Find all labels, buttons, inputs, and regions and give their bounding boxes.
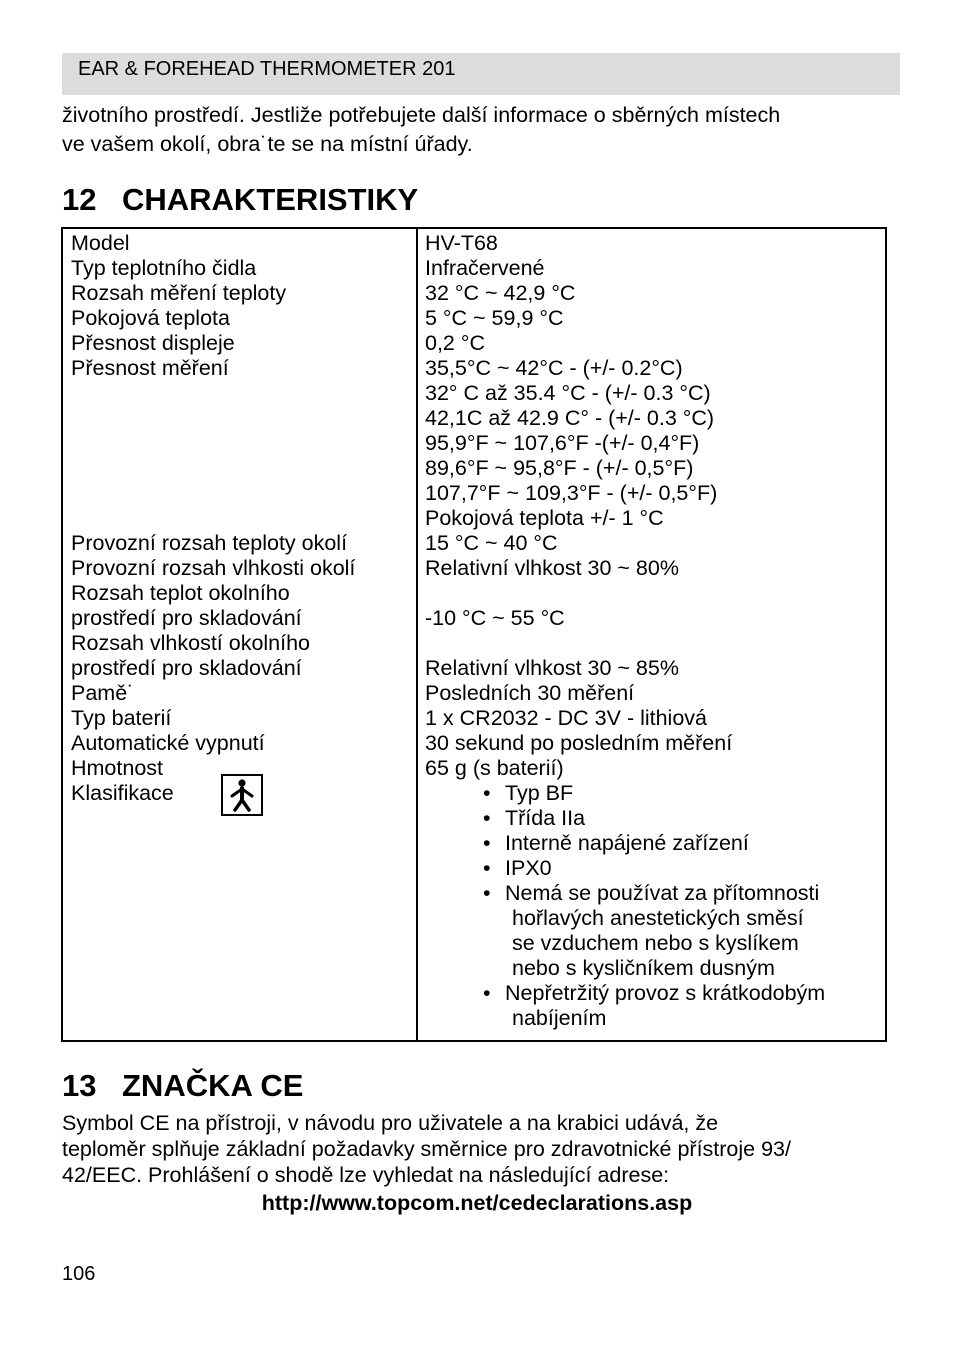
- running-header: EAR & FOREHEAD THERMOMETER 201: [78, 58, 456, 80]
- classification-bullet: • Interně napájené zařízení: [425, 831, 883, 856]
- spec-value: Pokojová teplota +/- 1 °C: [425, 506, 664, 530]
- spec-value: -10 °C ~ 55 °C: [425, 606, 565, 630]
- classification-bullet-continuation: nabíjením: [512, 1006, 607, 1030]
- spec-label: Provozní rozsah vlhkosti okolí: [71, 556, 356, 580]
- spec-value: 5 °C ~ 59,9 °C: [425, 306, 564, 330]
- spec-label: prostředí pro skladování: [71, 606, 302, 630]
- spec-value: 30 sekund po posledním měření: [425, 731, 733, 755]
- classification-bullet: • Nepřetržitý provoz s krátkodobým: [425, 981, 883, 1006]
- spec-label: Rozsah teplot okolního: [71, 581, 290, 605]
- spec-label: Rozsah vlhkostí okolního: [71, 631, 311, 655]
- spec-value: Relativní vlhkost 30 ~ 80%: [425, 556, 679, 580]
- ce-line: teploměr splňuje základní požadavky směrnice pro zdravotnické přístroje 93/: [62, 1137, 791, 1161]
- classification-bullet-continuation: nebo s kysličníkem dusným: [512, 956, 775, 980]
- spec-value: 89,6°F ~ 95,8°F - (+/- 0,5°F): [425, 456, 694, 480]
- spec-value: 15 °C ~ 40 °C: [425, 531, 558, 555]
- declaration-url: http://www.topcom.net/cedeclarations.asp: [261, 1191, 693, 1215]
- spec-label: Klasifikace: [71, 781, 174, 805]
- classification-bullet: • Třída IIa: [425, 806, 883, 831]
- column-divider: [416, 229, 418, 1040]
- spec-value: 32° C až 35.4 °C - (+/- 0.3 °C): [425, 381, 711, 405]
- classification-bullet-continuation: se vzduchem nebo s kyslíkem: [512, 931, 799, 955]
- classification-bullet: • Typ BF: [425, 781, 883, 806]
- header-band: [62, 53, 900, 95]
- classification-bullet-continuation: hořlavých anestetických směsí: [512, 906, 804, 930]
- spec-value: 107,7°F ~ 109,3°F - (+/- 0,5°F): [425, 481, 718, 505]
- spec-label: Přesnost displeje: [71, 331, 235, 355]
- intro-paragraph: [62, 101, 912, 159]
- spec-label: Hmotnost: [71, 756, 164, 780]
- section-heading-characteristics: [62, 182, 418, 218]
- spec-label: Rozsah měření teploty: [71, 281, 287, 305]
- classification-bullet: • Nemá se používat za přítomnosti: [425, 881, 883, 906]
- section-heading-ce-mark: [62, 1068, 303, 1104]
- intro-line: ve vašem okolí, obra˙te se na místní úřady.: [62, 132, 473, 156]
- spec-label: Pamě˙: [71, 681, 135, 705]
- spec-value: Infračervené: [425, 256, 545, 280]
- section-title: ZNAČKA CE: [122, 1068, 304, 1103]
- ce-line: 42/EEC. Prohlášení o shodě lze vyhledat na následující adrese:: [62, 1163, 670, 1187]
- spec-value: 42,1C až 42.9 C° - (+/- 0.3 °C): [425, 406, 715, 430]
- classification-bullet: • IPX0: [425, 856, 883, 881]
- spec-value: 95,9°F ~ 107,6°F -(+/- 0,4°F): [425, 431, 700, 455]
- spec-label: Automatické vypnutí: [71, 731, 265, 755]
- section-number: 13: [62, 1068, 97, 1103]
- section-number: 12: [62, 182, 97, 217]
- section-title: CHARAKTERISTIKY: [122, 182, 419, 217]
- spec-label: Typ teplotního čidla: [71, 256, 257, 280]
- spec-labels-column: [71, 231, 411, 806]
- spec-label: Model: [71, 231, 130, 255]
- spec-label: Pokojová teplota: [71, 306, 230, 330]
- spec-value: 1 x CR2032 - DC 3V - lithiová: [425, 706, 707, 730]
- spec-value: 65 g (s baterií): [425, 756, 564, 780]
- spec-label: Přesnost měření: [71, 356, 229, 380]
- spec-values-column: [425, 231, 883, 1031]
- ce-paragraph: [62, 1110, 922, 1188]
- page-number: 106: [62, 1263, 96, 1285]
- ce-line: Symbol CE na přístroji, v návodu pro uživatele a na krabici udává, že: [62, 1111, 719, 1135]
- spec-value: 32 °C ~ 42,9 °C: [425, 281, 576, 305]
- spec-value: 35,5°C ~ 42°C - (+/- 0.2°C): [425, 356, 683, 380]
- spec-label: prostředí pro skladování: [71, 656, 302, 680]
- spec-label: Typ baterií: [71, 706, 172, 730]
- spec-value: 0,2 °C: [425, 331, 485, 355]
- type-bf-icon: [221, 774, 263, 816]
- spec-label: Provozní rozsah teploty okolí: [71, 531, 348, 555]
- spec-table: [61, 227, 887, 1042]
- spec-value: HV-T68: [425, 231, 498, 255]
- spec-value: Relativní vlhkost 30 ~ 85%: [425, 656, 679, 680]
- intro-line: životního prostředí. Jestliže potřebujete další informace o sběrných místech: [62, 103, 781, 127]
- spec-value: Posledních 30 měření: [425, 681, 635, 705]
